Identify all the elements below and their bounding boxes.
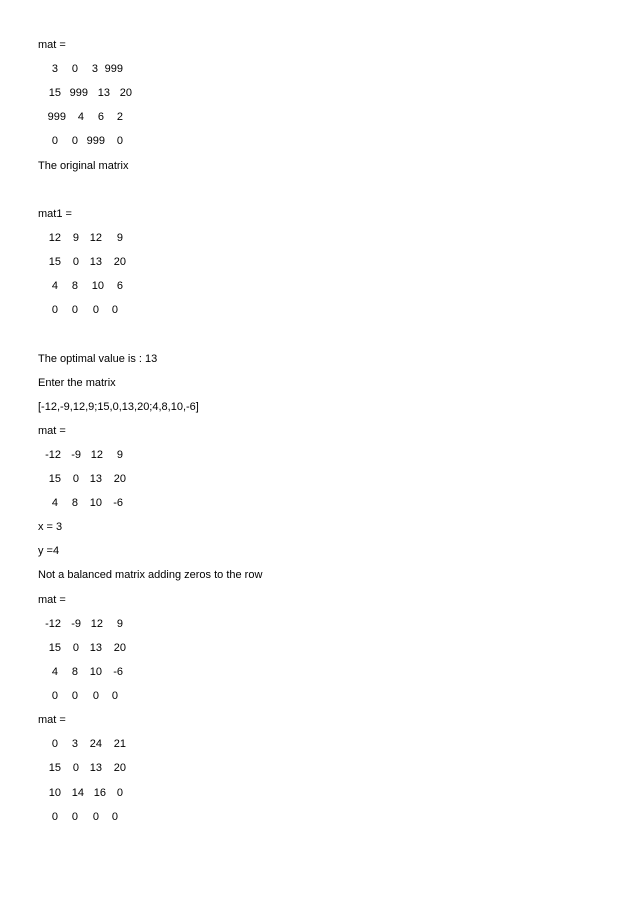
matrix-cell: 8 [71, 497, 78, 509]
matrix-cell: 0 [72, 473, 79, 485]
matrix-cell: 0 [92, 304, 99, 316]
matrix-cell: 15 [48, 256, 61, 268]
matrix-cell: 10 [48, 787, 61, 799]
matrix-cell: 6 [97, 111, 104, 123]
matrix-cell: 0 [71, 811, 78, 823]
matrix-row [38, 642, 158, 655]
matrix-row [38, 618, 158, 631]
matrix-cell: 20 [113, 473, 126, 485]
matrix-cell: -12 [45, 618, 61, 630]
matrix-row [38, 256, 158, 269]
matrix-row [38, 87, 158, 100]
matrix-row [38, 135, 158, 148]
balance-message: Not a balanced matrix adding zeros to the row [38, 569, 263, 581]
matrix-cell: 10 [89, 666, 102, 678]
matrix-cell: 9 [116, 232, 123, 244]
matrix-cell: 999 [104, 63, 123, 75]
matrix-cell: -12 [45, 449, 61, 461]
matrix-cell: -9 [71, 618, 81, 630]
matrix-cell: 8 [71, 280, 78, 292]
matrix-row [38, 111, 158, 124]
matrix-cell: 12 [89, 232, 102, 244]
matrix-row [38, 666, 158, 679]
matrix-cell: 20 [113, 256, 126, 268]
matrix-cell: 0 [72, 256, 79, 268]
matrix-cell: 15 [48, 473, 61, 485]
matrix-cell: 20 [113, 642, 126, 654]
matrix-cell: 6 [116, 280, 123, 292]
matrix-row [38, 232, 158, 245]
matrix-row [38, 497, 158, 510]
matrix-cell: 0 [92, 811, 99, 823]
caption-original-matrix: The original matrix [38, 160, 129, 172]
matrix-cell: 9 [116, 449, 123, 461]
matrix-row [38, 811, 158, 824]
label-mat: mat = [38, 594, 66, 606]
matrix-cell: 4 [51, 666, 58, 678]
matrix-cell: 15 [48, 762, 61, 774]
matrix-cell: -9 [71, 449, 81, 461]
matrix-cell: 0 [51, 738, 58, 750]
matrix-cell: 0 [111, 811, 118, 823]
matrix-cell: 14 [71, 787, 84, 799]
matrix-cell: 0 [92, 690, 99, 702]
matrix-cell: -6 [113, 666, 123, 678]
matrix-cell: 4 [51, 280, 58, 292]
matrix-cell: 13 [89, 473, 102, 485]
matrix-cell: 0 [111, 304, 118, 316]
matrix-cell: 24 [89, 738, 102, 750]
matrix-cell: 3 [71, 738, 78, 750]
matrix-cell: 13 [97, 87, 110, 99]
matrix-cell: 0 [71, 690, 78, 702]
matrix-row [38, 762, 158, 775]
matrix-cell: 2 [116, 111, 123, 123]
matrix-cell: 0 [51, 811, 58, 823]
y-value-text: y =4 [38, 545, 60, 557]
matrix-cell: 0 [51, 304, 58, 316]
matrix-cell: 8 [71, 666, 78, 678]
matrix-cell: 0 [72, 762, 79, 774]
matrix-row [38, 787, 158, 800]
matrix-cell: 13 [89, 256, 102, 268]
x-value-text: x = 3 [38, 521, 63, 533]
matrix-cell: 4 [77, 111, 84, 123]
matrix-row [38, 280, 158, 293]
matrix-cell: 12 [90, 618, 103, 630]
matrix-cell: 3 [91, 63, 98, 75]
matrix-row [38, 473, 158, 486]
matrix-cell: 20 [113, 762, 126, 774]
prompt-enter-matrix: Enter the matrix [38, 377, 116, 389]
matrix-cell: 15 [48, 87, 61, 99]
matrix-cell: 999 [47, 111, 66, 123]
label-mat1: mat1 = [38, 208, 72, 220]
matrix-row [38, 738, 158, 751]
matrix-row [38, 304, 158, 317]
matrix-cell: 12 [90, 449, 103, 461]
matrix-cell: 0 [71, 304, 78, 316]
matrix-cell: 0 [116, 787, 123, 799]
matrix-row [38, 449, 158, 462]
matrix-cell: 0 [116, 135, 123, 147]
matrix-input-text: [-12,-9,12,9;15,0,13,20;4,8,10,-6] [38, 401, 199, 413]
matrix-cell: 0 [71, 63, 78, 75]
matrix-cell: 10 [89, 497, 102, 509]
matrix-row [38, 63, 158, 76]
matrix-cell: 4 [51, 497, 58, 509]
matrix-cell: 20 [119, 87, 132, 99]
label-mat: mat = [38, 425, 66, 437]
optimal-value-text: The optimal value is : 13 [38, 353, 158, 365]
matrix-cell: 9 [116, 618, 123, 630]
matrix-row [38, 690, 158, 703]
matrix-cell: 9 [72, 232, 79, 244]
matrix-cell: 999 [86, 135, 105, 147]
matrix-cell: 10 [91, 280, 104, 292]
matrix-cell: 21 [113, 738, 126, 750]
matrix-cell: 3 [51, 63, 58, 75]
matrix-cell: 999 [69, 87, 88, 99]
matrix-cell: 0 [72, 642, 79, 654]
matrix-cell: 0 [51, 690, 58, 702]
matrix-cell: 16 [93, 787, 106, 799]
matrix-cell: 13 [89, 642, 102, 654]
label-mat: mat = [38, 714, 66, 726]
matrix-cell: 0 [71, 135, 78, 147]
matrix-cell: 13 [89, 762, 102, 774]
label-mat: mat = [38, 39, 66, 51]
matrix-cell: -6 [113, 497, 123, 509]
matrix-cell: 0 [111, 690, 118, 702]
matrix-cell: 15 [48, 642, 61, 654]
matrix-cell: 0 [51, 135, 58, 147]
matrix-cell: 12 [48, 232, 61, 244]
